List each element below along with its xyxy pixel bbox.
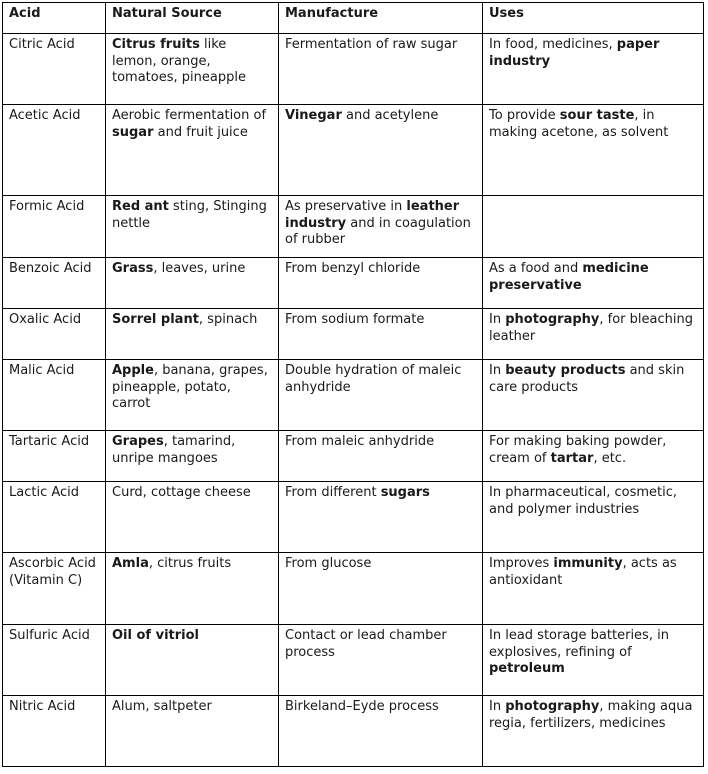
header-acid: Acid (3, 3, 106, 34)
acid-name-cell: Oxalic Acid (3, 309, 106, 360)
text-segment: Grapes (112, 434, 164, 449)
header-manufacture: Manufacture (279, 3, 483, 34)
header-row (3, 3, 704, 34)
text-segment: Birkeland–Eyde process (285, 699, 439, 714)
acid-name-cell: Tartaric Acid (3, 431, 106, 482)
text-segment: Apple (112, 363, 154, 378)
manufacture-cell (279, 196, 483, 258)
text-segment: , making aqua regia, fertilizers, medicines (489, 699, 693, 731)
text-segment: From sodium formate (285, 312, 425, 327)
natural-source-cell (106, 696, 279, 767)
text-segment: beauty products (505, 363, 626, 378)
acid-name-cell: Sulfuric Acid (3, 625, 106, 696)
manufacture-cell (279, 553, 483, 625)
table-row (3, 105, 704, 196)
uses-cell (483, 625, 704, 696)
acid-name-cell: Malic Acid (3, 360, 106, 431)
acid-name-cell: Ascorbic Acid (Vitamin C) (3, 553, 106, 625)
text-segment: In food, medicines, (489, 37, 617, 52)
acid-name-cell: Benzoic Acid (3, 258, 106, 309)
text-segment: , acts as antioxidant (489, 556, 677, 588)
text-segment: , banana, grapes, pineapple, potato, carrot (112, 363, 268, 411)
acids-table (2, 2, 704, 767)
header-uses: Uses (483, 3, 704, 34)
text-segment: sugar (112, 124, 154, 140)
uses-cell (483, 105, 704, 196)
manufacture-cell (279, 360, 483, 431)
text-segment: From maleic anhydride (285, 434, 435, 449)
text-segment: sugars (380, 485, 430, 500)
text-segment: and skin care products (489, 363, 685, 395)
text-segment: In pharmaceutical, cosmetic, and polymer industries (489, 485, 678, 517)
text-segment: Curd, cottage cheese (112, 485, 251, 500)
natural-source-cell (106, 553, 279, 625)
text-segment: , leaves, urine (153, 261, 246, 276)
text-segment: Amla (112, 556, 149, 571)
text-segment: Citrus fruits (112, 37, 200, 52)
uses-cell (483, 309, 704, 360)
acid-name-cell: Nitric Acid (3, 696, 106, 767)
manufacture-cell (279, 482, 483, 553)
text-segment: sting, Stinging nettle (112, 199, 267, 231)
text-segment: Vinegar (285, 108, 342, 123)
acid-name-cell: Formic Acid (3, 196, 106, 258)
acid-name-cell: Acetic Acid (3, 105, 106, 196)
text-segment: photography (505, 312, 600, 327)
text-segment: , for bleaching leather (489, 312, 693, 344)
table-row (3, 553, 704, 625)
text-segment: Double hydration of maleic anhydride (285, 363, 462, 395)
natural-source-cell (106, 34, 279, 105)
text-segment: Contact or lead chamber process (285, 628, 447, 660)
text-segment: paper industry (489, 37, 660, 69)
table-row (3, 309, 704, 360)
text-segment: In lead storage batteries, in explosives, refining of (489, 628, 669, 660)
text-segment: Grass (112, 261, 154, 276)
table-row (3, 196, 704, 258)
table-row (3, 258, 704, 309)
uses-cell (483, 34, 704, 105)
manufacture-cell (279, 431, 483, 482)
acid-name-cell: Lactic Acid (3, 482, 106, 553)
text-segment: As preservative in (285, 199, 407, 214)
text-segment: In (489, 312, 506, 327)
text-segment: tartar (550, 450, 594, 466)
natural-source-cell (106, 196, 279, 258)
manufacture-cell (279, 34, 483, 105)
text-segment: From glucose (285, 556, 372, 571)
text-segment: In (489, 363, 506, 378)
text-segment: leather industry (285, 199, 460, 231)
text-segment: As a food and (489, 261, 583, 276)
text-segment: and in coagulation of rubber (285, 215, 471, 247)
uses-cell (483, 553, 704, 625)
table-row (3, 360, 704, 431)
text-segment: Fermentation of raw sugar (285, 37, 458, 52)
natural-source-cell (106, 431, 279, 482)
text-segment: Alum, saltpeter (112, 699, 212, 714)
text-segment: medicine preservative (489, 261, 649, 293)
text-segment: From different (285, 485, 381, 500)
text-segment: immunity (553, 556, 623, 571)
table-row (3, 625, 704, 696)
uses-cell (483, 360, 704, 431)
uses-cell (483, 258, 704, 309)
uses-cell (483, 196, 704, 258)
manufacture-cell (279, 258, 483, 309)
manufacture-cell (279, 309, 483, 360)
text-segment: Oil of vitriol (112, 628, 200, 643)
text-segment: and fruit juice (153, 124, 248, 140)
natural-source-cell (106, 482, 279, 553)
table-row (3, 482, 704, 553)
uses-cell (483, 482, 704, 553)
uses-cell (483, 431, 704, 482)
text-segment: Red ant (112, 199, 169, 214)
text-segment: , citrus fruits (148, 556, 232, 571)
manufacture-cell (279, 105, 483, 196)
manufacture-cell (279, 625, 483, 696)
header-natural-source: Natural Source (106, 3, 279, 34)
table-row (3, 34, 704, 105)
text-segment: , tamarind, unripe mangoes (112, 434, 236, 466)
text-segment: Aerobic fermentation of (112, 108, 267, 123)
table-row (3, 431, 704, 482)
uses-cell (483, 696, 704, 767)
text-segment: , in making acetone, as solvent (489, 108, 669, 140)
text-segment: sour taste (559, 108, 635, 123)
natural-source-cell (106, 309, 279, 360)
text-segment: In (489, 699, 506, 714)
text-segment: , spinach (198, 312, 258, 327)
natural-source-cell (106, 105, 279, 196)
text-segment: Improves (489, 556, 554, 571)
manufacture-cell (279, 696, 483, 767)
text-segment: like lemon, orange, tomatoes, pineapple (112, 37, 246, 85)
natural-source-cell (106, 625, 279, 696)
table-row (3, 696, 704, 767)
text-segment: petroleum (489, 661, 565, 676)
natural-source-cell (106, 258, 279, 309)
text-segment: and acetylene (341, 108, 439, 123)
acid-name-cell: Citric Acid (3, 34, 106, 105)
text-segment: For making baking powder, cream of (489, 434, 667, 466)
natural-source-cell (106, 360, 279, 431)
text-segment: To provide (489, 108, 560, 123)
text-segment: From benzyl chloride (285, 261, 421, 276)
text-segment: Sorrel plant (112, 312, 199, 327)
text-segment: photography (505, 699, 600, 714)
text-segment: , etc. (593, 450, 627, 466)
